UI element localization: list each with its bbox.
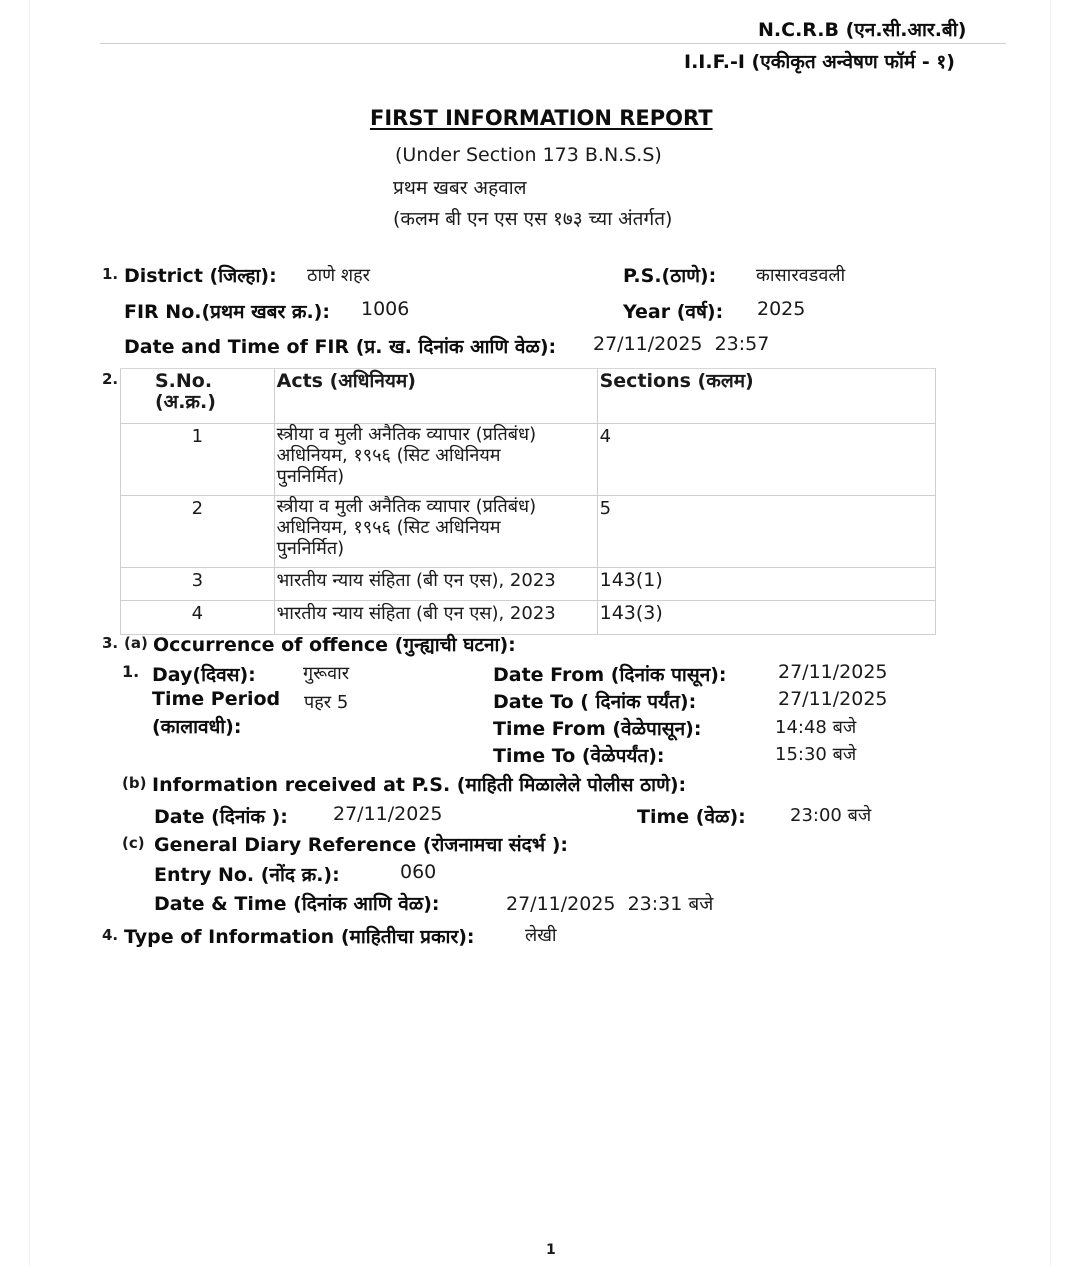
occurrence-label: Occurrence of offence (गुन्ह्याची घटना): xyxy=(153,634,516,656)
time-period-value: पहर 5 xyxy=(304,692,349,713)
entry-no-value: 060 xyxy=(400,861,437,883)
info-type-label: Type of Information (माहितीचा प्रकार): xyxy=(124,926,475,948)
acts-table xyxy=(120,368,936,635)
section3-number: 3. xyxy=(102,634,119,652)
row-section: 5 xyxy=(597,496,935,568)
day-value: गुरूवार xyxy=(303,663,350,684)
ps-value: कासारवडवली xyxy=(756,265,846,286)
row-act: स्त्रीया व मुली अनैतिक व्यापार (प्रतिबंध) अधिनियम, १९५६ (सिट अधिनियम पुननिर्मित) xyxy=(274,424,597,496)
row-sno: 2 xyxy=(121,496,275,568)
section3a-tag: (a) xyxy=(124,634,148,652)
marathi-title: प्रथम खबर अहवाल xyxy=(393,177,527,199)
date-from-value: 27/11/2025 xyxy=(778,661,888,683)
row-act: भारतीय न्याय संहिता (बी एन एस), 2023 xyxy=(274,601,597,635)
info-time-value: 23:00 बजे xyxy=(790,805,872,826)
fir-datetime-value: 27/11/2025 23:57 xyxy=(593,333,770,355)
report-title: FIRST INFORMATION REPORT xyxy=(370,106,713,130)
info-type-value: लेखी xyxy=(525,925,557,946)
table-row xyxy=(121,496,936,568)
header-rule xyxy=(100,43,1006,44)
entry-no-label: Entry No. (नोंद क्र.): xyxy=(154,864,340,886)
diary-datetime-label: Date & Time (दिनांक आणि वेळ): xyxy=(154,893,440,915)
acts-header: Acts (अधिनियम) xyxy=(274,369,597,424)
fir-label: FIR No.(प्रथम खबर क्र.): xyxy=(124,301,330,323)
info-date-label: Date (दिनांक ): xyxy=(154,806,288,828)
section3c-tag: (c) xyxy=(122,834,145,852)
time-from-value: 14:48 बजे xyxy=(775,717,857,738)
sections-header: Sections (कलम) xyxy=(597,369,935,424)
ps-label: P.S.(ठाणे): xyxy=(623,265,717,287)
year-value: 2025 xyxy=(757,298,806,320)
section2-number: 2. xyxy=(102,370,119,388)
section1-number: 1. xyxy=(102,265,119,283)
day-label: Day(दिवस): xyxy=(152,664,256,686)
year-label: Year (वर्ष): xyxy=(623,301,724,323)
fir-datetime-label: Date and Time of FIR (प्र. ख. दिनांक आणि वेळ): xyxy=(124,336,557,358)
ncrb-header: N.C.R.B (एन.सी.आर.बी) xyxy=(758,19,967,41)
row-section: 143(1) xyxy=(597,568,935,601)
date-to-value: 27/11/2025 xyxy=(778,688,888,710)
row-act: स्त्रीया व मुली अनैतिक व्यापार (प्रतिबंध) अधिनियम, १९५६ (सिट अधिनियम पुननिर्मित) xyxy=(274,496,597,568)
row-sno: 3 xyxy=(121,568,275,601)
time-period-label: Time Period xyxy=(152,688,281,710)
acts-table-header xyxy=(121,369,936,424)
row-section: 143(3) xyxy=(597,601,935,635)
fir-value: 1006 xyxy=(361,298,410,320)
diary-datetime-value: 27/11/2025 23:31 बजे xyxy=(506,893,714,915)
row-sno: 4 xyxy=(121,601,275,635)
section4-number: 4. xyxy=(102,926,119,944)
occurrence-sub-number: 1. xyxy=(122,662,140,681)
row-section: 4 xyxy=(597,424,935,496)
diary-reference-label: General Diary Reference (रोजनामचा संदर्भ ): xyxy=(154,834,568,856)
sno-header: S.No. (अ.क्र.) xyxy=(121,369,275,424)
marathi-section: (कलम बी एन एस एस १७३ च्या अंतर्गत) xyxy=(393,208,673,230)
time-period-label-mr: (कालावधी): xyxy=(152,716,242,738)
under-section: (Under Section 173 B.N.S.S) xyxy=(395,144,662,166)
district-label: District (जिल्हा): xyxy=(124,265,277,287)
row-act: भारतीय न्याय संहिता (बी एन एस), 2023 xyxy=(274,568,597,601)
date-to-label: Date To ( दिनांक पर्यंत): xyxy=(493,691,697,713)
time-to-value: 15:30 बजे xyxy=(775,744,857,765)
time-to-label: Time To (वेळेपर्यंत): xyxy=(493,745,665,767)
table-row xyxy=(121,601,936,635)
page-number: 1 xyxy=(546,1242,556,1258)
time-from-label: Time From (वेळेपासून): xyxy=(493,718,702,740)
row-sno: 1 xyxy=(121,424,275,496)
table-row xyxy=(121,424,936,496)
date-from-label: Date From (दिनांक पासून): xyxy=(493,664,727,686)
info-received-label: Information received at P.S. (माहिती मिळालेले पोलीस ठाणे): xyxy=(152,774,687,796)
info-date-value: 27/11/2025 xyxy=(333,803,443,825)
info-time-label: Time (वेळ): xyxy=(637,806,746,828)
table-row xyxy=(121,568,936,601)
iif-header: I.I.F.-I (एकीकृत अन्वेषण फॉर्म - १) xyxy=(684,51,955,73)
section3b-tag: (b) xyxy=(122,774,147,792)
district-value: ठाणे शहर xyxy=(307,265,371,286)
